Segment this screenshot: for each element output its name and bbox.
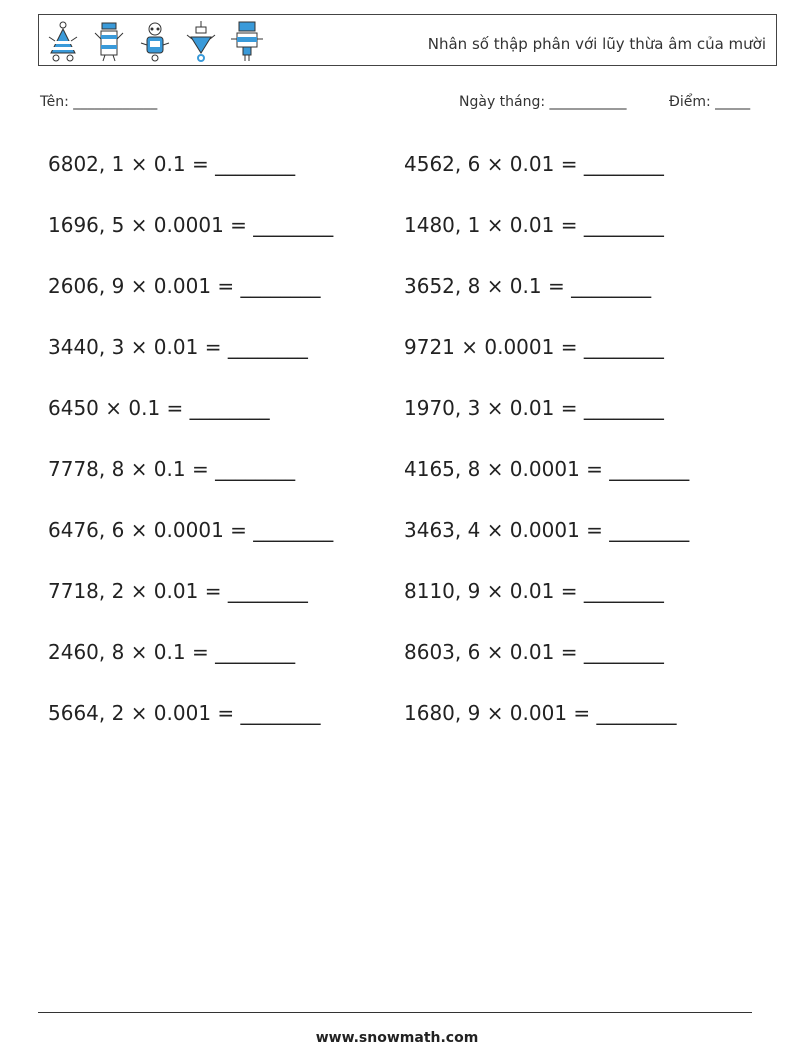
robot-icons [45, 19, 265, 63]
problem-3-right[interactable]: 3652, 8 × 0.1 = ________ [404, 274, 652, 298]
robot-icon [183, 19, 219, 63]
problem-1-left[interactable]: 6802, 1 × 0.1 = ________ [48, 152, 296, 176]
problem-2-right[interactable]: 1480, 1 × 0.01 = ________ [404, 213, 664, 237]
problem-7-left[interactable]: 6476, 6 × 0.0001 = ________ [48, 518, 334, 542]
problem-9-left[interactable]: 2460, 8 × 0.1 = ________ [48, 640, 296, 664]
problem-10-left[interactable]: 5664, 2 × 0.001 = ________ [48, 701, 321, 725]
problem-3-left[interactable]: 2606, 9 × 0.001 = ________ [48, 274, 321, 298]
problem-5-right[interactable]: 1970, 3 × 0.01 = ________ [404, 396, 664, 420]
worksheet-title: Nhân số thập phân với lũy thừa âm của mười [427, 35, 766, 53]
robot-icon [45, 19, 81, 63]
problem-4-right[interactable]: 9721 × 0.0001 = ________ [404, 335, 664, 359]
name-field[interactable]: Tên: ____________ [40, 94, 158, 110]
score-field[interactable]: Điểm: _____ [669, 94, 751, 110]
problem-6-right[interactable]: 4165, 8 × 0.0001 = ________ [404, 457, 690, 481]
problem-8-right[interactable]: 8110, 9 × 0.01 = ________ [404, 579, 664, 603]
worksheet-header [38, 14, 777, 66]
problem-6-left[interactable]: 7778, 8 × 0.1 = ________ [48, 457, 296, 481]
footer-divider [38, 1012, 752, 1013]
problem-5-left[interactable]: 6450 × 0.1 = ________ [48, 396, 270, 420]
problem-1-right[interactable]: 4562, 6 × 0.01 = ________ [404, 152, 664, 176]
problem-9-right[interactable]: 8603, 6 × 0.01 = ________ [404, 640, 664, 664]
robot-icon [137, 19, 173, 63]
footer-url[interactable]: www.snowmath.com [315, 1030, 479, 1046]
robot-icon [91, 19, 127, 63]
problem-2-left[interactable]: 1696, 5 × 0.0001 = ________ [48, 213, 334, 237]
problem-4-left[interactable]: 3440, 3 × 0.01 = ________ [48, 335, 308, 359]
problem-8-left[interactable]: 7718, 2 × 0.01 = ________ [48, 579, 308, 603]
problem-7-right[interactable]: 3463, 4 × 0.0001 = ________ [404, 518, 690, 542]
problem-10-right[interactable]: 1680, 9 × 0.001 = ________ [404, 701, 677, 725]
date-field[interactable]: Ngày tháng: ___________ [459, 94, 627, 110]
robot-icon [229, 19, 265, 63]
